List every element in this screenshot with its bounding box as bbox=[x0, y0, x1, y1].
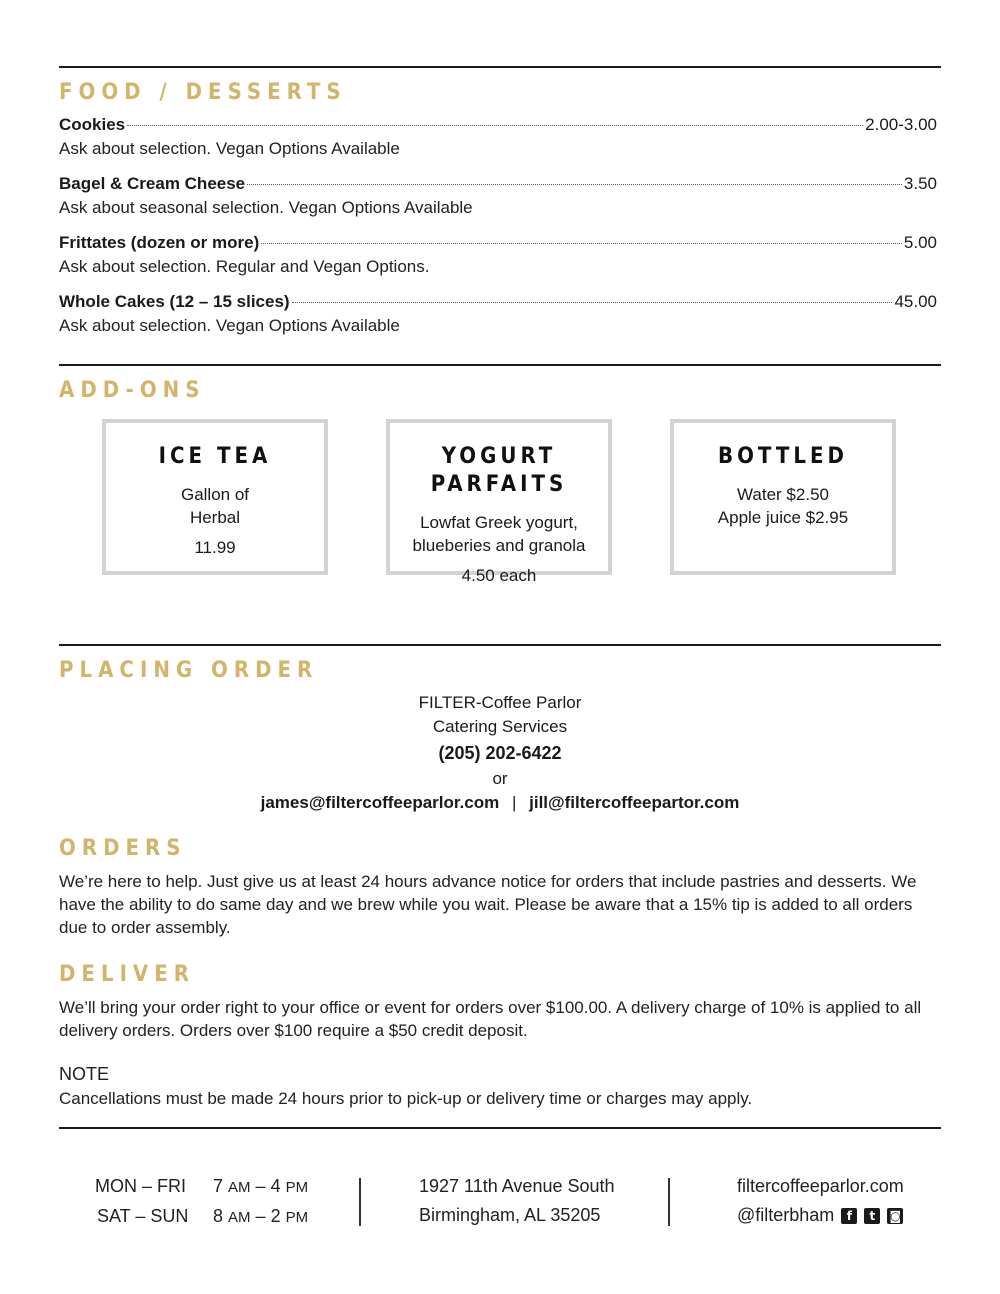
hours-dash: – bbox=[255, 1176, 266, 1196]
hours-open-ampm: AM bbox=[228, 1209, 251, 1226]
item-name: Bagel & Cream Cheese bbox=[59, 174, 246, 193]
dot-leader bbox=[261, 243, 902, 244]
instagram-icon[interactable]: ◙ bbox=[887, 1208, 903, 1224]
addon-line: blueberies and granola bbox=[412, 536, 586, 555]
address-line-1: 1927 11th Avenue South bbox=[419, 1176, 615, 1196]
food-desserts-heading: FOOD / DESSERTS bbox=[59, 80, 347, 105]
addon-line: Lowfat Greek yogurt, bbox=[420, 513, 578, 532]
hours-close: 4 bbox=[270, 1176, 281, 1196]
addon-box-ice-tea bbox=[102, 419, 328, 575]
service-name: Catering Services bbox=[432, 717, 568, 736]
hours-row bbox=[95, 1202, 308, 1232]
facebook-icon[interactable]: f bbox=[841, 1208, 857, 1224]
menu-item bbox=[59, 291, 937, 337]
item-description: Ask about selection. Vegan Options Available bbox=[59, 139, 400, 158]
address-line-2: Birmingham, AL 35205 bbox=[419, 1205, 601, 1225]
dot-leader bbox=[127, 125, 863, 126]
dot-leader bbox=[292, 302, 893, 303]
item-price: 5.00 bbox=[903, 233, 937, 252]
social-handle[interactable]: @filterbham bbox=[737, 1205, 835, 1225]
addon-box-yogurt-parfaits bbox=[386, 419, 612, 585]
orders-text: We’re here to help. Just give us at least 24 hours advance notice for orders that include pastries and desserts. We have the ability to do same day and we brew while you wait. Please be aware that a 15% tip is added to all orders due to order assembly. bbox=[59, 872, 917, 937]
deliver-heading: DELIVER bbox=[59, 962, 196, 987]
item-name: Cookies bbox=[59, 115, 126, 134]
item-price: 45.00 bbox=[894, 292, 937, 311]
email-link-james[interactable]: james@filtercoffeeparlor.com bbox=[260, 793, 500, 812]
item-price: 2.00-3.00 bbox=[865, 115, 937, 134]
footer-separator bbox=[668, 1178, 670, 1226]
hours-close-ampm: PM bbox=[285, 1209, 309, 1226]
item-name: Whole Cakes (12 – 15 slices) bbox=[59, 292, 290, 311]
email-link-jill[interactable]: jill@filtercoffeepartor.com bbox=[529, 793, 740, 812]
hours-open: 7 bbox=[213, 1176, 224, 1196]
hours-days: MON – FRI bbox=[95, 1176, 187, 1196]
hours-close-ampm: PM bbox=[285, 1179, 309, 1196]
email-row bbox=[0, 791, 1000, 815]
item-description: Ask about selection. Vegan Options Available bbox=[59, 316, 400, 335]
addon-price: 11.99 bbox=[194, 538, 236, 557]
deliver-text: We’ll bring your order right to your office or event for orders over $100.00. A delivery charge of 10% is applied to all delivery orders. Orders over $100 require a $50 credit deposit. bbox=[59, 998, 922, 1040]
addon-price: 4.50 each bbox=[461, 566, 537, 585]
social-row bbox=[737, 1201, 904, 1230]
menu-item bbox=[59, 232, 937, 278]
addon-line: Herbal bbox=[189, 508, 241, 527]
note-label: NOTE bbox=[59, 1064, 110, 1084]
note-text: Cancellations must be made 24 hours prior to pick-up or delivery time or charges may apply. bbox=[59, 1089, 753, 1108]
hours-open-ampm: AM bbox=[228, 1179, 251, 1196]
item-description: Ask about seasonal selection. Vegan Options Available bbox=[59, 198, 473, 217]
item-name: Frittates (dozen or more) bbox=[59, 233, 260, 252]
hours-dash: – bbox=[255, 1206, 266, 1226]
addon-box-bottled bbox=[670, 419, 896, 575]
item-price: 3.50 bbox=[903, 174, 937, 193]
addon-line: Apple juice $2.95 bbox=[717, 508, 849, 527]
phone-number[interactable]: (205) 202-6422 bbox=[438, 743, 562, 763]
addon-title: ICE TEA bbox=[158, 444, 272, 469]
orders-heading: ORDERS bbox=[59, 836, 187, 861]
or-label: or bbox=[492, 769, 508, 788]
website-link[interactable]: filtercoffeeparlor.com bbox=[737, 1176, 904, 1196]
addons-heading: ADD-ONS bbox=[59, 378, 206, 403]
menu-item bbox=[59, 114, 937, 160]
addon-title: BOTTLED bbox=[718, 444, 848, 469]
placing-divider bbox=[59, 644, 941, 646]
email-separator: | bbox=[511, 793, 517, 812]
contact-block bbox=[0, 691, 1000, 815]
dot-leader bbox=[247, 184, 902, 185]
addon-line: Water $2.50 bbox=[737, 485, 829, 504]
footer-divider bbox=[59, 1127, 941, 1129]
hours-days: SAT – SUN bbox=[97, 1206, 189, 1226]
twitter-icon[interactable]: t bbox=[864, 1208, 880, 1224]
placing-order-heading: PLACING ORDER bbox=[59, 658, 319, 683]
web-block bbox=[737, 1172, 904, 1230]
addon-line: Gallon of bbox=[180, 485, 250, 504]
top-divider bbox=[59, 66, 941, 68]
menu-item bbox=[59, 173, 937, 219]
addons-divider bbox=[59, 364, 941, 366]
hours-close: 2 bbox=[270, 1206, 281, 1226]
footer-separator bbox=[359, 1178, 361, 1226]
hours-row bbox=[95, 1172, 308, 1202]
addon-title: YOGURT PARFAITS bbox=[430, 444, 568, 497]
item-description: Ask about selection. Regular and Vegan Options. bbox=[59, 257, 430, 276]
hours-open: 8 bbox=[213, 1206, 224, 1226]
company-name: FILTER-Coffee Parlor bbox=[418, 693, 582, 712]
address-block bbox=[419, 1172, 615, 1230]
hours-block bbox=[95, 1172, 308, 1232]
